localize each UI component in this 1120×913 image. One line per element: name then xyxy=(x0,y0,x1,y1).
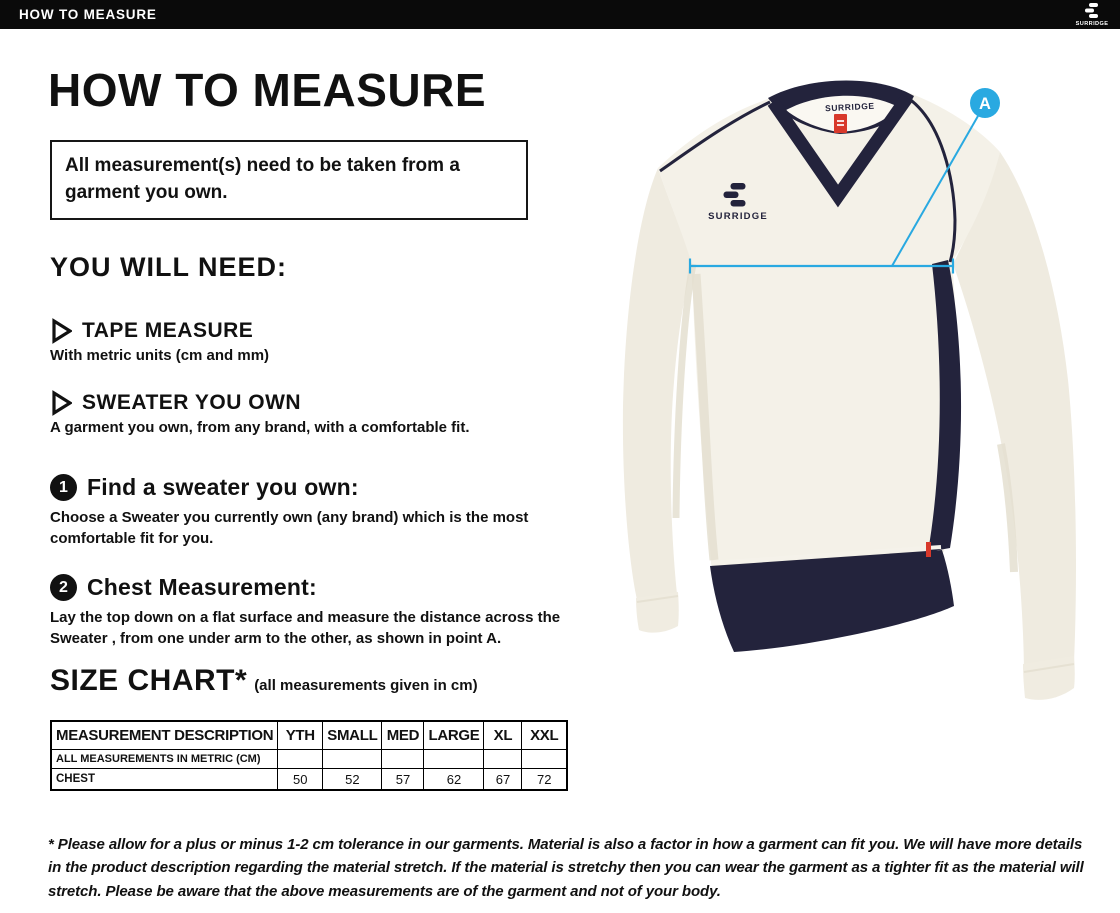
table-row-chest xyxy=(51,769,567,791)
table-row-metric-note xyxy=(51,750,567,769)
need-item-tape-measure xyxy=(50,318,630,364)
surridge-logo-mark-icon xyxy=(1072,1,1112,27)
size-chart-subtitle: (all measurements given in cm) xyxy=(254,677,478,694)
page-title: HOW TO MEASURE xyxy=(48,64,487,116)
collar-label-text: SURRIDGE xyxy=(824,100,875,114)
chest-logo-text: SURRIDGE xyxy=(708,211,768,222)
table-cell-label: CHEST xyxy=(51,769,278,791)
step-description: Choose a Sweater you currently own (any brand) which is the most comfortable fit for you. xyxy=(50,509,529,547)
size-chart-heading xyxy=(50,664,478,698)
waistband xyxy=(710,550,954,652)
table-header-cell: SMALL xyxy=(323,721,382,750)
table-cell xyxy=(323,750,382,769)
table-cell-value: 50 xyxy=(278,769,323,791)
top-bar xyxy=(0,0,1120,29)
size-chart-title: SIZE CHART* xyxy=(50,664,248,697)
step-title: Chest Measurement: xyxy=(87,574,317,600)
need-item-description: A garment you own, from any brand, with a comfortable fit. xyxy=(50,419,470,436)
side-red-tag xyxy=(926,542,931,557)
table-cell xyxy=(382,750,424,769)
table-cell xyxy=(278,750,323,769)
you-will-need-heading: YOU WILL NEED: xyxy=(50,252,288,282)
triangle-bullet-icon xyxy=(50,318,72,344)
table-header-cell: MED xyxy=(382,721,424,750)
sweater-illustration xyxy=(610,50,1120,720)
right-sleeve xyxy=(953,152,1076,670)
surridge-logo-icon xyxy=(1070,1,1114,28)
table-header-cell: XXL xyxy=(522,721,567,750)
step-2 xyxy=(50,574,610,649)
need-item-description: With metric units (cm and mm) xyxy=(50,347,270,364)
table-cell-value: 57 xyxy=(382,769,424,791)
table-cell-value: 67 xyxy=(484,769,522,791)
step-description: Lay the top down on a flat surface and measure the distance across the Sweater , from one under arm to the other, as shown in point A. xyxy=(50,609,561,647)
need-item-title: TAPE MEASURE xyxy=(82,319,254,342)
collar-red-tag xyxy=(834,114,847,133)
table-cell-label: ALL MEASUREMENTS IN METRIC (CM) xyxy=(51,750,278,769)
table-cell xyxy=(424,750,484,769)
measure-point-a-label: A xyxy=(979,95,991,113)
need-item-sweater xyxy=(50,390,630,436)
triangle-bullet-icon xyxy=(50,390,72,416)
top-bar-brand-text: SURRIDGE xyxy=(1075,21,1109,27)
need-item-title: SWEATER YOU OWN xyxy=(82,391,302,414)
table-header-cell: MEASUREMENT DESCRIPTION xyxy=(51,721,278,750)
table-cell-value: 72 xyxy=(522,769,567,791)
table-cell xyxy=(484,750,522,769)
notice-box: All measurement(s) need to be taken from a garment you own. xyxy=(50,140,528,220)
step-number-badge: 2 xyxy=(50,574,77,601)
table-header-cell: LARGE xyxy=(424,721,484,750)
table-header-row xyxy=(51,721,567,750)
table-header-cell: XL xyxy=(484,721,522,750)
table-cell-value: 52 xyxy=(323,769,382,791)
size-chart-table xyxy=(50,720,568,791)
tolerance-footnote: * Please allow for a plus or minus 1-2 cm tolerance in our garments. Material is also a factor in how a garment can fit you. We will have more details in the product description regarding the material stretch. If the material is stretchy then you can wear the garment as a tighter fit as the material will stretch. Please be aware that the above measurements are of the garment and not of your body. xyxy=(48,836,1084,900)
step-1 xyxy=(50,474,610,549)
top-bar-title: HOW TO MEASURE xyxy=(19,7,157,22)
measure-point-a-badge xyxy=(970,88,1000,118)
step-number-badge: 1 xyxy=(50,474,77,501)
table-cell xyxy=(522,750,567,769)
step-title: Find a sweater you own: xyxy=(87,474,359,500)
table-cell-value: 62 xyxy=(424,769,484,791)
table-header-cell: YTH xyxy=(278,721,323,750)
